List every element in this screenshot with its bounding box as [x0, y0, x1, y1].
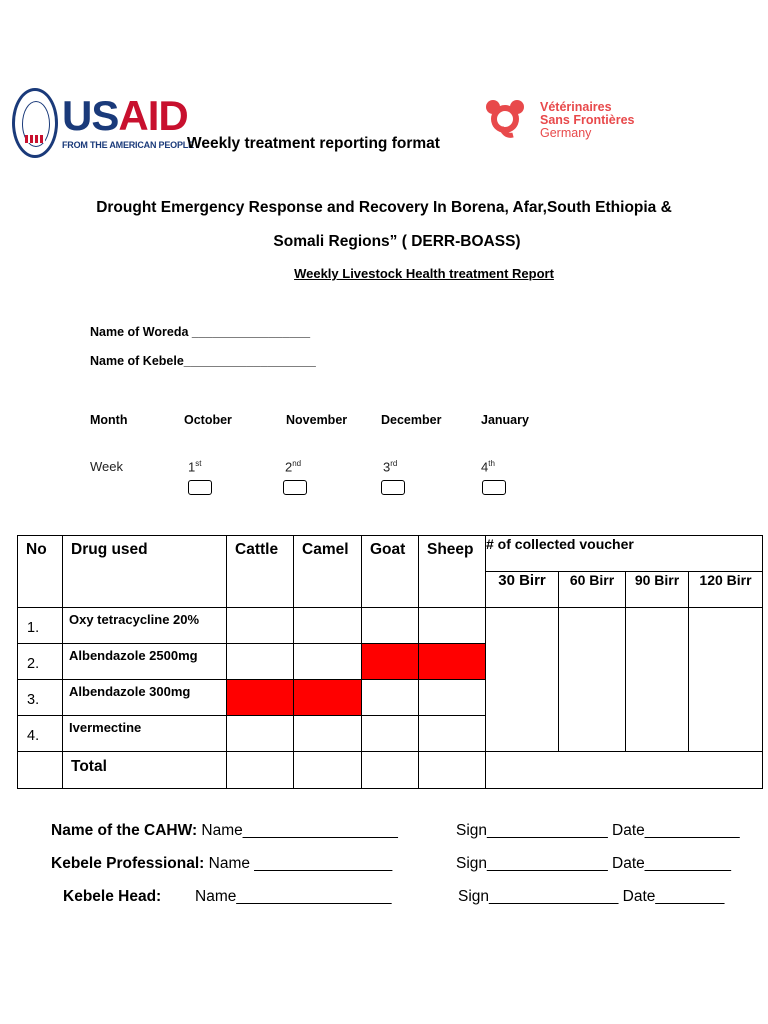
header-voucher-90: 90 Birr [626, 572, 689, 608]
cell-camel[interactable] [294, 716, 362, 752]
row-number: 4. [18, 716, 63, 752]
header-drug-used: Drug used [63, 536, 227, 608]
cell-cattle[interactable] [227, 644, 294, 680]
cell-sheep-highlighted [419, 644, 486, 680]
month-october: October [184, 413, 232, 427]
week-1-label: 1st [188, 459, 202, 475]
week-1-checkbox[interactable] [188, 480, 212, 495]
week-3-checkbox[interactable] [381, 480, 405, 495]
row-number: 2. [18, 644, 63, 680]
report-subtitle: Weekly Livestock Health treatment Report [294, 266, 554, 281]
total-empty-cell [18, 752, 63, 789]
cell-cattle[interactable] [227, 716, 294, 752]
cell-sheep[interactable] [419, 716, 486, 752]
project-title-line2: Somali Regions” ( DERR-BOASS) [273, 233, 521, 250]
woreda-field[interactable]: Name of Woreda _________________ [90, 325, 311, 339]
cell-camel[interactable] [294, 608, 362, 644]
header-voucher: # of collected voucher [486, 536, 763, 572]
cell-camel[interactable] [294, 644, 362, 680]
month-december: December [381, 413, 442, 427]
form-title: Weekly treatment reporting format [187, 135, 440, 152]
kebele-professional-sign-date[interactable]: Sign______________ Date__________ [456, 855, 731, 872]
cell-voucher-120[interactable] [689, 608, 763, 752]
vsf-logo-icon [483, 97, 527, 141]
header-cattle: Cattle [227, 536, 294, 608]
cell-camel-highlighted [294, 680, 362, 716]
total-sheep[interactable] [419, 752, 486, 789]
project-title-line1: Drought Emergency Response and Recovery In Borena, Afar,South Ethiopia & [96, 199, 672, 216]
cell-voucher-60[interactable] [559, 608, 626, 752]
cell-voucher-90[interactable] [626, 608, 689, 752]
cell-cattle[interactable] [227, 608, 294, 644]
drug-name: Albendazole 2500mg [63, 644, 227, 680]
month-label: Month [90, 413, 128, 427]
treatment-table [17, 535, 763, 789]
header-voucher-120: 120 Birr [689, 572, 763, 608]
row-number: 1. [18, 608, 63, 644]
kebele-field[interactable]: Name of Kebele___________________ [90, 354, 316, 368]
usaid-seal-logo [12, 88, 58, 158]
header-voucher-60: 60 Birr [559, 572, 626, 608]
week-2-checkbox[interactable] [283, 480, 307, 495]
header-no: No [18, 536, 63, 608]
cell-sheep[interactable] [419, 680, 486, 716]
cell-sheep[interactable] [419, 608, 486, 644]
header-voucher-30: 30 Birr [486, 572, 559, 608]
kebele-professional-row[interactable]: Kebele Professional: Name ________________ [51, 855, 393, 872]
cell-goat-highlighted [362, 644, 419, 680]
week-4-checkbox[interactable] [482, 480, 506, 495]
week-4-label: 4th [481, 459, 495, 475]
drug-name: Oxy tetracycline 20% [63, 608, 227, 644]
total-voucher[interactable] [486, 752, 763, 789]
total-label: Total [63, 752, 227, 789]
total-row [18, 752, 763, 789]
cell-goat[interactable] [362, 680, 419, 716]
month-january: January [481, 413, 529, 427]
total-camel[interactable] [294, 752, 362, 789]
usaid-logo-text: USAID [62, 92, 188, 139]
kebele-head-label: Kebele Head: [63, 888, 162, 905]
kebele-head-sign-date[interactable]: Sign_______________ Date________ [458, 888, 725, 905]
header-sheep: Sheep [419, 536, 486, 608]
usaid-tagline: FROM THE AMERICAN PEOPLE [62, 140, 194, 150]
cell-cattle-highlighted [227, 680, 294, 716]
cell-goat[interactable] [362, 608, 419, 644]
total-goat[interactable] [362, 752, 419, 789]
total-cattle[interactable] [227, 752, 294, 789]
cahw-signature-row[interactable]: Name of the CAHW: Name__________________ [51, 822, 398, 839]
drug-name: Ivermectine [63, 716, 227, 752]
kebele-head-name[interactable]: Name__________________ [195, 888, 392, 905]
week-label: Week [90, 459, 123, 474]
cell-voucher-30[interactable] [486, 608, 559, 752]
cahw-sign-date[interactable]: Sign______________ Date___________ [456, 822, 740, 839]
week-2-label: 2nd [285, 459, 302, 475]
row-number: 3. [18, 680, 63, 716]
header-goat: Goat [362, 536, 419, 608]
cell-goat[interactable] [362, 716, 419, 752]
week-3-label: 3rd [383, 459, 398, 475]
table-row [18, 608, 763, 644]
month-november: November [286, 413, 348, 427]
header-camel: Camel [294, 536, 362, 608]
drug-name: Albendazole 300mg [63, 680, 227, 716]
vsf-logo-text: Vétérinaires Sans Frontières Germany [540, 100, 635, 140]
